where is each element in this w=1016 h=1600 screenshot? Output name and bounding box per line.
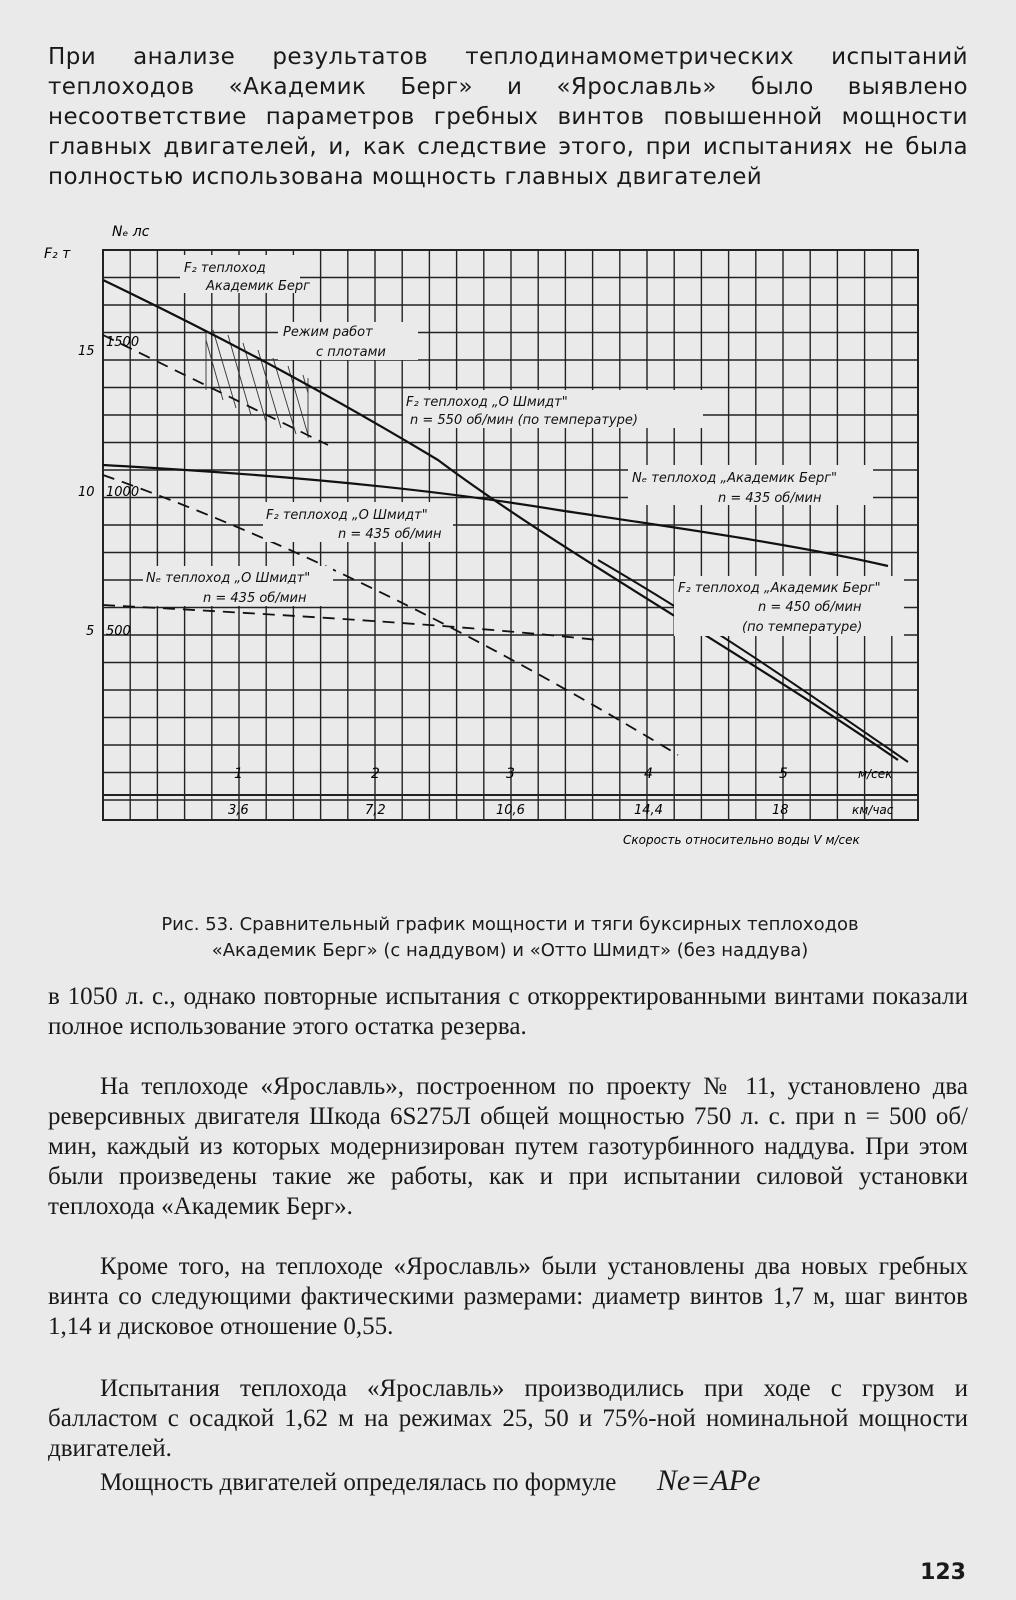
page-number: 123 <box>920 1560 966 1585</box>
x-tick-ms-5: 5 <box>779 766 788 782</box>
figure-caption <box>60 912 960 964</box>
axis-f-label: F₂ т <box>44 246 71 262</box>
annotation-f2-shmidt-550: F₂ теплоход „О Шмидт" <box>406 395 568 410</box>
x-tick-kmh-3-6: 3,6 <box>228 803 249 818</box>
annotation-f2-berg-450-2: n = 450 об/мин <box>758 600 862 615</box>
paragraph-propellers: Кроме того, на теплоходе «Ярославль» были установлены два новых гребных винта со следующими фактическими размерами: диаметр винтов 1,7 м, шаг винтов 1,14 и дисковое отношение 0,55. <box>48 1253 968 1340</box>
annotation-raft-mode: Режим работ <box>283 325 373 340</box>
x-tick-kmh-14-4: 14,4 <box>634 803 663 818</box>
grid <box>103 250 918 820</box>
axis-n-label: Nₑ лс <box>112 224 150 240</box>
caption-line-1: Рис. 53. Сравнительный график мощности и тяги буксирных теплоходов <box>161 914 859 935</box>
x-axis-label: Скорость относительно воды V м/сек <box>623 833 860 847</box>
annotation-f2-berg-2: Академик Берг <box>206 279 310 294</box>
x-tick-ms-3: 3 <box>506 766 515 782</box>
intro-paragraph: При анализе результатов теплодинамометрических испытаний теплоходов «Академик Берг» и «Ярославль» было выявлено несоответствие параметров гребных винтов повышенной мощности главных двигателей, и, как следствие этого, при испытаниях не была полностью использована мощность главных двигателей <box>48 44 968 190</box>
unit-ms: м/сек <box>858 767 893 781</box>
annotation-f2-shmidt-550-2: n = 550 об/мин (по температуре) <box>410 413 638 428</box>
x-tick-ms-4: 4 <box>644 766 653 782</box>
paragraph-yaroslavl-engines: На теплоходе «Ярославль», построенном по проекту № 11, установлено два реверсивных двигателя Шкода 6S275Л общей мощностью 750 л. с. при n = 500 об/мин, каждый из которых модернизирован путем газотурбинного наддува. При этом были произведены такие же работы, как и при испытании силовой установки теплохода «Академик Берг». <box>48 1073 968 1220</box>
y-tick-f-5: 5 <box>86 624 95 639</box>
y-tick-n-1000: 1000 <box>106 485 140 500</box>
paragraph-continuation: в 1050 л. с., однако повторные испытания с откорректированными винтами показали полное использование этого остатка резерва. <box>48 983 968 1040</box>
y-tick-n-500: 500 <box>106 624 131 639</box>
annotation-ne-berg-2: n = 435 об/мин <box>718 491 822 506</box>
y-tick-f-10: 10 <box>78 485 95 500</box>
annotation-f2-berg-450-3: (по температуре) <box>742 620 863 635</box>
annotation-f2-berg-450: F₂ теплоход „Академик Берг" <box>678 581 881 596</box>
annotation-f2-shmidt-435-2: n = 435 об/мин <box>338 527 442 542</box>
annotation-ne-berg: Nₑ теплоход „Академик Берг" <box>632 471 838 486</box>
formula: Ne=APe <box>656 1464 761 1497</box>
x-tick-kmh-7-2: 7,2 <box>365 803 386 818</box>
x-tick-kmh-18: 18 <box>772 803 789 818</box>
caption-line-2: «Академик Берг» (с наддувом) и «Отто Шмидт» (без наддува) <box>211 940 809 961</box>
annotation-raft-mode-2: с плотами <box>316 345 386 360</box>
x-tick-kmh-10-6: 10,6 <box>496 803 525 818</box>
x-tick-ms-1: 1 <box>234 766 243 782</box>
unit-kmh: км/час <box>852 803 894 817</box>
annotation-ne-shmidt: Nₑ теплоход „О Шмидт" <box>146 571 311 586</box>
annotation-f2-shmidt-435: F₂ теплоход „О Шмидт" <box>266 508 428 523</box>
comparative-graph <box>38 210 978 860</box>
formula-lead-text: Мощность двигателей определялась по формуле <box>100 1469 617 1496</box>
annotation-ne-shmidt-2: n = 435 об/мин <box>203 591 307 606</box>
paragraph-formula <box>48 1466 968 1498</box>
y-tick-f-15: 15 <box>78 344 95 359</box>
x-tick-ms-2: 2 <box>371 766 380 782</box>
y-tick-n-1500: 1500 <box>106 335 140 350</box>
paragraph-tests: Испытания теплохода «Ярославль» производились при ходе с грузом и балластом с осадкой 1,62 м на режимах 25, 50 и 75%-ной номинальной мощности двигателей. <box>48 1375 968 1462</box>
annotation-f2-berg: F₂ теплоход <box>184 261 266 276</box>
